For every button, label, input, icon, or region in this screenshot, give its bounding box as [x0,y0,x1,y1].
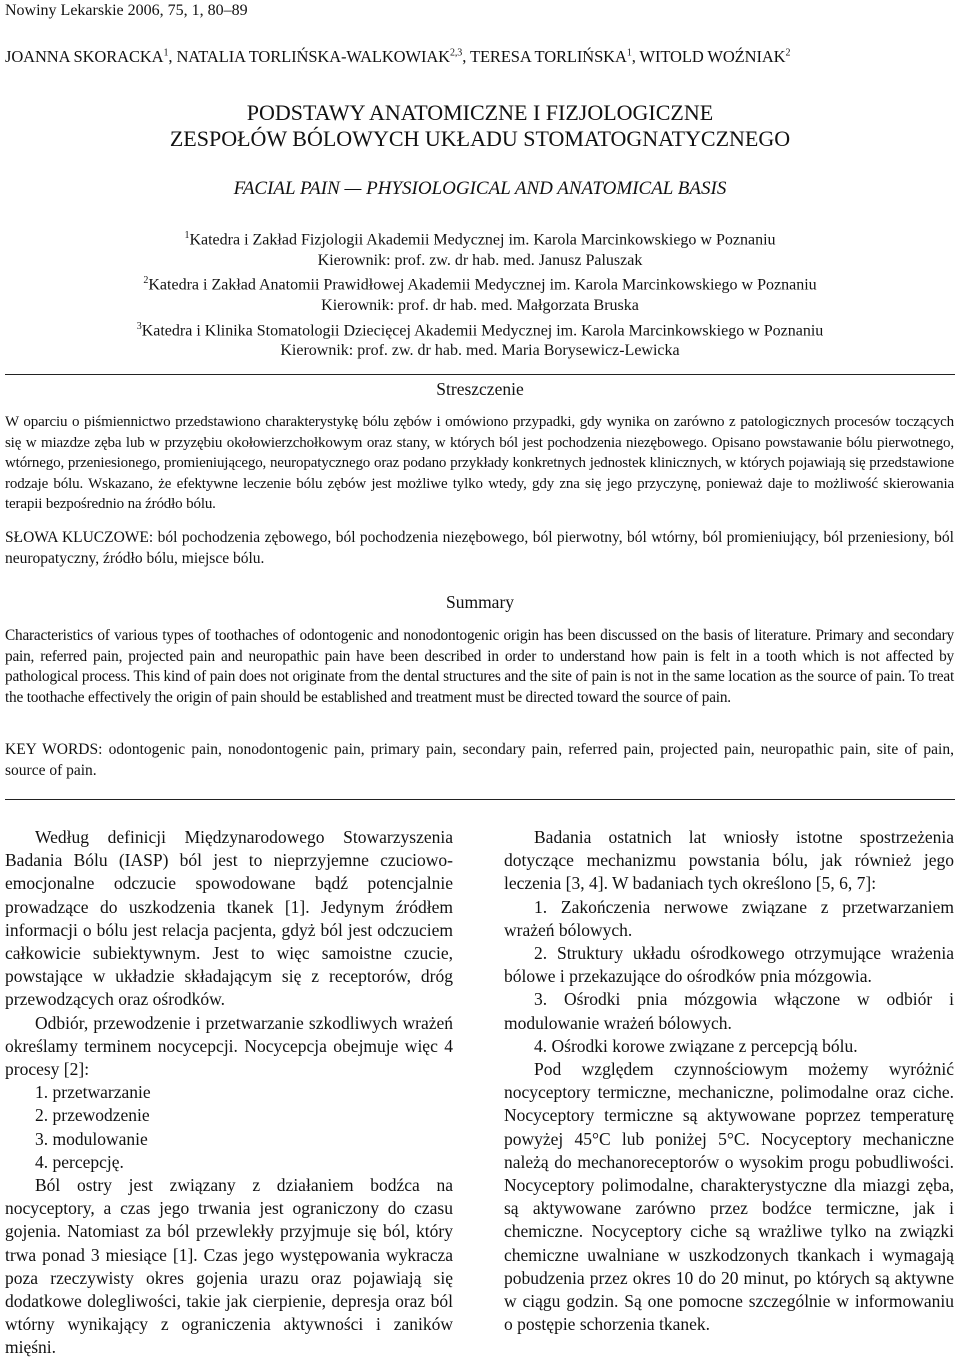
author-name: WITOLD WOŹNIAK [639,47,786,66]
affiliation-name: Katedra i Zakład Fizjologii Akademii Medycznej im. Karola Marcinkowskiego w Poznaniu [189,231,776,249]
affiliations [0,226,960,362]
summary-heading: Summary [445,592,515,612]
affiliation-head: Kierownik: prof. zw. dr hab. med. Janusz Paluszak [317,251,643,269]
affiliation-name: Katedra i Klinika Stomatologii Dziecięcej Akademii Medycznej im. Karola Marcinkowskiego w Poznaniu [141,321,824,339]
list-item: 1. Zakończenia nerwowe związane z przetwarzaniem wrażeń bólowych. [504,896,954,940]
list-item: 4. Ośrodki korowe związane z percepcją bólu. [534,1035,858,1056]
summary-text: Characteristics of various types of toothaches of odontogenic and nonodontogenic origin has been discussed on the basis of literature. Primary and secondary pain, referred pain, projected pain and neuropathic pain have been described in order to understand how pain is felt in a tooth which is not affected by pathological process. This kind of pain does not originate from the dental structures and the site of pain is not in the same location as the source of pain. To treat the toothache effectively the origin of pain should be established and treatment must be directed toward the source of pain. [5,627,954,706]
list-item: 2. Struktury układu ośrodkowego otrzymujące wrażenia bólowe i przekazujące do ośrodków pnia mózgowia. [504,943,954,987]
section-divider [5,374,955,375]
author-list: JOANNA SKORACKA$^1$, NATALIA TORLIŃSKA-WALKOWIAK$^{2,3}$, TERESA TORLIŃSKA$^1$, WITOLD WOŹNIAK$^2$ [5,47,791,66]
author-name: JOANNA SKORACKA [5,47,164,66]
body-column-left [5,826,453,1360]
english-title: FACIAL PAIN — PHYSIOLOGICAL AND ANATOMICAL BASIS [233,178,727,199]
body-paragraph: Odbiór, przewodzenie i przetwarzanie szkodliwych wrażeń określamy terminem nocycepcji. Nocycepcja obejmuje więc 4 procesy [2]: [5,1012,453,1080]
affiliation-name: Katedra i Zakład Anatomii Prawidłowej Akademii Medycznej im. Karola Marcinkowskiego w Poznaniu [148,276,817,294]
body-paragraph: Według definicji Międzynarodowego Stowarzyszenia Badania Bólu (IASP) ból jest to nieprzyjemne czuciowo-emocjonalne odczucie spowodowane bądź potencjalnie prowadzące do uszkodzenia tkanek [1]. Jedynym źródłem informacji o bólu jest relacja pacjenta, gdyż ból jest odczuciem całkowicie subiektywnym. Jest to więc samoistne czucie, powstające w układzie składającym się z receptorów, dróg przewodzących oraz ośrodków. [5,827,453,1010]
abstract-text: W oparciu o piśmiennictwo przedstawiono charakterystykę bólu zębów i omówiono przypadki, gdy wynika on zarówno z patologicznych procesów toczących się w miazdze zęba lub w przyzębiu okołowierzchołkowym oraz stany, w których ból jest pochodzenia niezębowego. Opisano powstawanie bólu pierwotnego, wtórnego, przeniesionego, promieniującego, neuropatycznego oraz podano przykłady konkretnych jednostek klinicznych, w których pojawiają się przedstawione rodzaje bólu. Wskazano, że efektywne leczenie bólu zębów jest możliwe tylko wtedy, gdy zna się jego przyczynę, ponieważ daje to możliwość skierowania terapii bezpośrednio na źródło bólu. [5,414,954,512]
body-column-right [504,826,954,1336]
body-paragraph: Badania ostatnich lat wniosły istotne spostrzeżenia dotyczące mechanizmu powstania bólu, jak również jego leczenia [3, 4]. W badaniach tych określono [5, 6, 7]: [504,827,954,894]
author-affiliation-mark: 2,3 [450,47,463,59]
abstract-heading: Streszczenie [436,379,524,399]
body-paragraph: Ból ostry jest związany z działaniem bodźca na nocyceptory, a czas jego trwania jest ograniczony do czasu gojenia. Natomiast za ból przewlekły przyjmuje się ból, który trwa ponad 3 miesiące [1]. Czas jego występowania wykracza poza rzeczywisty okres gojenia urazu oraz pojawiają się dodatkowe dolegliwości, takie jak cierpienie, depresja oraz ból wtórny wynikający z ograniczenia aktywności i zaników mięśni. [5,1175,453,1358]
paper-title-line: ZESPOŁÓW BÓLOWYCH UKŁADU STOMATOGNATYCZNEGO [169,126,791,151]
author-name: TERESA TORLIŃSKA [469,47,627,66]
affiliation-mark: 3 [136,320,142,332]
paper-title [0,100,960,152]
abstract-keywords: SŁOWA KLUCZOWE: ból pochodzenia zębowego, ból pochodzenia niezębowego, ból pierwotny, ból wtórny, ból promieniujący, ból przeniesiony, ból neuropatyczny, źródło bólu, miejsce bólu. [5,529,954,567]
summary-keywords: KEY WORDS: odontogenic pain, nonodontogenic pain, primary pain, secondary pain, referred pain, projected pain, neuropathic pain, site of pain, source of pain. [5,741,954,779]
affiliation-head: Kierownik: prof. dr hab. med. Małgorzata Bruska [321,297,639,315]
list-item: 3. modulowanie [35,1128,148,1149]
section-divider [5,799,955,800]
author-affiliation-mark: 1 [626,47,632,59]
journal-reference: Nowiny Lekarskie 2006, 75, 1, 80–89 [5,2,248,19]
affiliation-mark: 2 [143,275,149,287]
author-affiliation-mark: 1 [163,47,169,59]
affiliation-line [0,271,960,296]
affiliation-head: Kierownik: prof. zw. dr hab. med. Maria Borysewicz-Lewicka [280,342,680,360]
affiliation-mark: 1 [184,230,190,241]
list-item: 1. przetwarzanie [35,1082,151,1103]
author-affiliation-mark: 2 [785,47,791,59]
paper-title-line: PODSTAWY ANATOMICZNE I FIZJOLOGICZNE [246,100,714,125]
list-item: 4. percepcję. [35,1151,124,1172]
body-paragraph: Pod względem czynnościowym możemy wyróżnić nocyceptory termiczne, mechaniczne, polimodalne oraz ciche. Nocyceptory termiczne są aktywowane poprzez temperaturę powyżej 45°C lub poniżej 5°C. Nocyceptory mechaniczne należą do mechanoreceptorów o wysokim progu pobudliwości. Nocyceptory polimodalne, charakterystyczne dla miazgi zęba, są aktywowane zarówno przez bodźce termiczne, jak i chemiczne. Nocyceptory ciche są wrażliwe tylko na związki chemiczne uwalniane w uszkodzonych tkankach i wymagają pobudzenia przez okres 10 do 20 minut, po których są aktywne w ciągu godzin. Są one pomocne szczególnie w informowaniu o postępie schorzenia tkanek. [504,1059,954,1335]
list-item: 3. Ośrodki pnia mózgowia włączone w odbiór i modulowanie wrażeń bólowych. [504,989,954,1033]
affiliation-line [0,317,960,342]
list-item: 2. przewodzenie [35,1105,150,1126]
affiliation-line [0,226,960,251]
author-name: NATALIA TORLIŃSKA-WALKOWIAK [176,47,450,66]
